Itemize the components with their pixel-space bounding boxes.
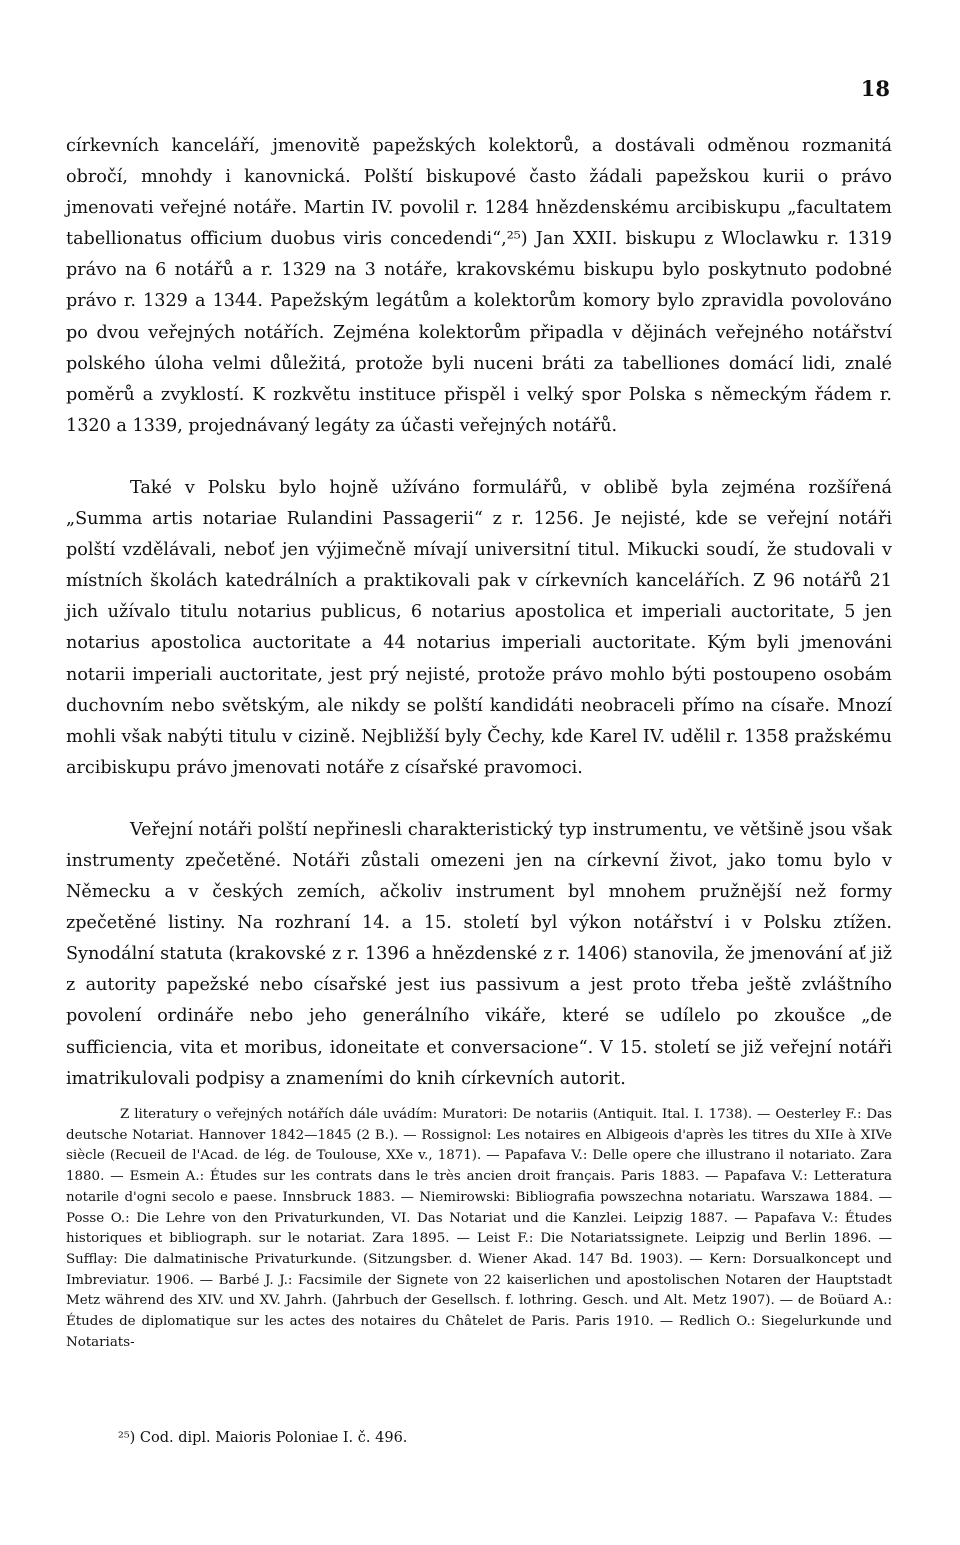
main-text bbox=[66, 131, 892, 1095]
paragraph-2: Také v Polsku bylo hojně užíváno formulářů, v oblibě byla zejména rozšířená „Summa artis notariae Rulandini Passagerii“ z r. 1256. Je nejisté, kde se veřejní notáři polští vzdělávali, neboť jen výjimečně mívají universitní titul. Mikucki soudí, že studovali v místních školách katedrálních a praktikovali pak v církevních kancelářích. Z 96 notářů 21 jich užívalo titulu notarius publicus, 6 notarius apostolica et imperiali auctoritate, 5 jen notarius apostolica auctoritate a 44 notarius imperiali auctoritate. Kým byli jmenováni notarii imperiali auctoritate, jest prý nejisté, protože právo mohlo býti postoupeno osobám duchovním nebo světským, ale nikdy se polští kandidáti neobraceli přímo na císaře. Mnozí mohli však nabýti titulu v cizině. Nejbližší byly Čechy, kde Karel IV. udělil r. 1358 pražskému arcibiskupu právo jmenovati notáře z císařské pravomoci. bbox=[66, 477, 892, 778]
page-number: 18 bbox=[860, 76, 890, 101]
paragraph-3: Veřejní notáři polští nepřinesli charakteristický typ instrumentu, ve většině jsou však instrumenty zpečetěné. Notáři zůstali omezeni jen na církevní život, jako tomu bylo v Německu a v českých zemích, ačkoliv instrument byl mnohem pružnější než formy zpečetěné listiny. Na rozhraní 14. a 15. století byl výkon notářství i v Polsku ztížen. Synodální statuta (krakovské z r. 1396 a hnězdenské z r. 1406) stanovila, že jmenování ať již z autority papežské nebo císařské jest ius passivum a jest proto třeba ještě zvláštního povolení ordináře nebo jeho generálního vikáře, které se udílelo po zkoušce „de sufficiencia, vita et moribus, idoneitate et conversacione“. V 15. století se již veřejní notáři imatrikulovali podpisy a znameními do knih církevních autorit. bbox=[66, 819, 892, 1089]
footnote: ²⁵) Cod. dipl. Maioris Poloniae I. č. 496. bbox=[118, 1430, 408, 1446]
paragraph-1: církevních kanceláří, jmenovitě papežských kolektorů, a dostávali odměnou rozmanitá obročí, mnohdy i kanovnická. Polští biskupové často žádali papežskou kurii o právo jmenovati veřejné notáře. Martin IV. povolil r. 1284 hnězdenskému arcibiskupu „facultatem tabellionatus officium duobus viris concedendi“,²⁵) Jan XXII. biskupu z Wloclawku r. 1319 právo na 6 notářů a r. 1329 na 3 notáře, krakovskému biskupu bylo poskytnuto podobné právo r. 1329 a 1344. Papežským legátům a kolektorům komory bylo zpravidla povolováno po dvou veřejných notářích. Zejména kolektorům připadla v dějinách veřejného notářství polského úloha velmi důležitá, protože byli nuceni bráti za tabelliones domácí lidi, znalé poměrů a zvyklostí. K rozkvětu instituce přispěl i velký spor Polska s německým řádem r. 1320 a 1339, projednávaný legáty za účasti veřejných notářů. bbox=[66, 136, 892, 436]
literature-note-text: Z literatury o veřejných notářích dále uvádím: Muratori: De notariis (Antiquit. Ital. I. 1738). — Oesterley F.: Das deutsche Notariat. Hannover 1842—1845 (2 B.). — Rossignol: Les notaires en Albigeois d'après les titres du XIIe à XIVe siècle (Recueil de l'Acad. de lég. de Toulouse, XXe v., 1871). — Papafava V.: Delle opere che illustrano il notariato. Zara 1880. — Esmein A.: Études sur les contrats dans le très ancien droit français. Paris 1883. — Papafava V.: Letteratura notarile d'ogni secolo e paese. Innsbruck 1883. — Niemirowski: Bibliografia powszechna notariatu. Warszawa 1884. — Posse O.: Die Lehre von den Privaturkunden, VI. Das Notariat und die Kanzlei. Leipzig 1887. — Papafava V.: Études historiques et bibliograph. sur le notariat. Zara 1895. — Leist F.: Die Notariatssignete. Leipzig und Berlin 1896. — Sufflay: Die dalmatinische Privaturkunde. (Sitzungsber. d. Wiener Akad. 147 Bd. 1903). — Kern: Dorsualkoncept und Imbreviatur. 1906. — Barbé J. J.: Facsimile der Signete von 22 kaiserlichen und apostolischen Notaren der Hauptstadt Metz während des XIV. und XV. Jahrh. (Jahrbuch der Gesellsch. f. lothring. Gesch. und Alt. Metz 1907). — de Boüard A.: Études de diplomatique sur les actes des notaires du Châtelet de Paris. Paris 1910. — Redlich O.: Siegelurkunde und Notariats- bbox=[66, 1107, 892, 1350]
literature-note bbox=[66, 1105, 892, 1353]
